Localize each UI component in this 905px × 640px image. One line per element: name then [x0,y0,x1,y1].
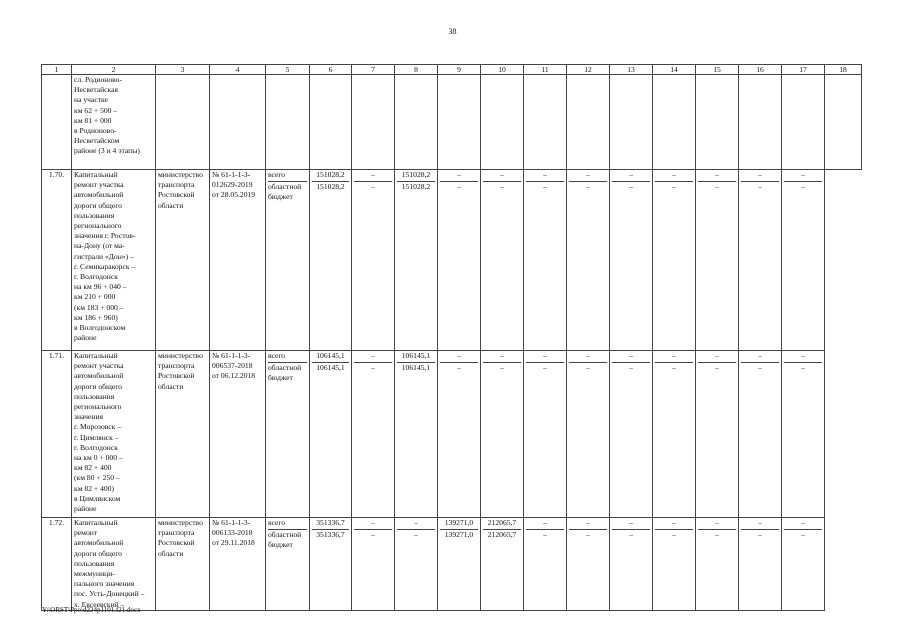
object-name: Капитальный ремонт автомобильной дороги общего пользования межмуници- пального значения пос. Усть-Донецкий – х. Евсеевский – [72,518,156,611]
value-total: – [741,170,779,182]
header-col-9: 9 [438,65,481,75]
source-total: всего [268,351,307,363]
value-cell [610,351,653,518]
value-total: – [612,351,650,363]
value-cell [653,351,696,518]
value-regional: 151028,2 [401,182,431,191]
value-cell [310,518,352,611]
value-regional: – [586,363,590,372]
header-col-6: 6 [310,65,352,75]
value-regional: 351336,7 [316,530,345,539]
value-total: – [655,351,693,363]
page-number: 38 [448,27,457,36]
value-regional: 212065,7 [487,530,517,539]
value-cell [395,518,438,611]
value-total: – [698,170,736,182]
source-regional: областной бюджет [268,363,302,383]
header-col-8: 8 [395,65,438,75]
value-regional: – [629,363,633,372]
value-regional: – [801,182,805,191]
value-cell [653,518,696,611]
value-regional: – [457,182,461,191]
value-total: – [655,518,693,530]
value-regional: – [801,363,805,372]
value-cell [524,351,567,518]
header-col-4: 4 [210,65,266,75]
value-regional: – [371,363,375,372]
value-cell [696,170,739,351]
value-total: – [354,351,392,363]
value-total: – [784,518,822,530]
source-total: всего [268,170,307,182]
value-cell [782,351,825,518]
funding-source [266,518,310,611]
value-cell [653,170,696,351]
header-row [42,65,862,75]
value-regional: – [672,363,676,372]
value-total: – [784,351,822,363]
value-regional: – [629,530,633,539]
value-total: – [526,351,564,363]
value-regional: 106145,1 [401,363,431,372]
value-regional: – [586,182,590,191]
value-cell [395,351,438,518]
value-regional: – [758,363,762,372]
value-regional: 139271,0 [444,530,474,539]
value-cell [438,518,481,611]
value-regional: – [457,363,461,372]
header-col-1: 1 [42,65,72,75]
value-cell [395,170,438,351]
value-cell [739,170,782,351]
value-cell [610,518,653,611]
value-total: – [397,518,435,530]
value-cell [782,518,825,611]
value-cell [481,170,524,351]
value-total: 212065,7 [483,518,521,530]
value-regional: – [414,530,418,539]
object-name: Капитальный ремонт участка автомобильной дороги общего пользования регионального значения г. Ростов- на-Дону (от ма- гистрали «Дон») – г. Семикаракорск – г. Волгодонск на км 96 + 040 – км 210 + 000 (км 183 + 000 – км 186 + 960) в Волгодонском районе [72,170,156,351]
table-row [42,518,862,611]
header-col-2: 2 [72,65,156,75]
value-cell [567,518,610,611]
value-cell [739,518,782,611]
file-path-footer: Y:\ORST\Ppo\d224p1101.f21.docx [42,606,141,614]
expertise-number: № 61-1-1-3- 012629-2019 от 28.05.2019 [210,170,266,351]
source-regional: областной бюджет [268,182,302,202]
object-name: Капитальный ремонт участка автомобильной дороги общего пользования регионального значения г. Морозовск – г. Цимлянск – г. Волгодонск на км 0 + 000 – км 82 + 400 (км 80 + 250 – км 82 + 400) в Цимлянском районе [72,351,156,518]
customer: министерство транспорта Ростовской области [156,518,210,611]
value-cell [524,518,567,611]
funding-source [266,170,310,351]
source-regional: областной бюджет [268,530,302,550]
value-total: – [784,170,822,182]
value-total: 351336,7 [312,518,349,530]
value-regional: 151028,2 [316,182,345,191]
value-total: 139271,0 [440,518,478,530]
row-number: 1.71. [42,351,72,518]
table-row [42,351,862,518]
value-total: 106145,1 [397,351,435,363]
value-cell [352,351,395,518]
header-col-11: 11 [524,65,567,75]
continued-row [42,75,862,170]
source-total: всего [268,518,307,530]
value-total: – [741,351,779,363]
value-regional: – [543,182,547,191]
value-cell [438,351,481,518]
value-total: – [440,351,478,363]
value-total: – [483,351,521,363]
header-col-14: 14 [653,65,696,75]
value-regional: – [586,530,590,539]
value-cell [352,518,395,611]
value-cell [352,170,395,351]
row-number: 1.70. [42,170,72,351]
value-total: – [354,518,392,530]
value-total: 106145,1 [312,351,349,363]
value-cell [739,351,782,518]
program-table [41,64,862,611]
header-col-10: 10 [481,65,524,75]
value-total: – [526,518,564,530]
expertise-number: № 61-1-1-3- 006133-2018 от 29.11.2018 [210,518,266,611]
value-total: – [612,170,650,182]
value-total: – [569,170,607,182]
header-col-5: 5 [266,65,310,75]
value-regional: – [500,182,504,191]
value-regional: – [715,363,719,372]
value-total: 151028,2 [397,170,435,182]
cont-num-cell [42,75,72,170]
value-regional: – [672,182,676,191]
value-total: – [483,170,521,182]
value-total: 151028,2 [312,170,349,182]
value-regional: – [371,530,375,539]
value-total: – [612,518,650,530]
value-cell [310,170,352,351]
header-col-7: 7 [352,65,395,75]
expertise-number: № 61-1-1-3- 006537-2018 от 06.12.2018 [210,351,266,518]
value-cell [438,170,481,351]
value-total: – [569,518,607,530]
value-cell [782,170,825,351]
header-col-13: 13 [610,65,653,75]
header-col-17: 17 [782,65,825,75]
value-regional: – [672,530,676,539]
value-cell [481,518,524,611]
value-regional: 106145,1 [316,363,345,372]
value-total: – [698,351,736,363]
cont-name-cell: сл. Родионово- Несветайская на участке км 62 + 500 – км 81 + 000 в Родионово- Несветайском районе (3 и 4 этапы) [72,75,156,170]
customer: министерство транспорта Ростовской области [156,351,210,518]
value-cell [567,170,610,351]
table-row [42,170,862,351]
value-regional: – [715,530,719,539]
header-col-16: 16 [739,65,782,75]
value-cell [310,351,352,518]
value-regional: – [500,363,504,372]
value-cell [567,351,610,518]
customer: министерство транспорта Ростовской области [156,170,210,351]
value-cell [696,351,739,518]
value-regional: – [629,182,633,191]
value-total: – [440,170,478,182]
value-cell [610,170,653,351]
value-regional: – [758,182,762,191]
value-cell [696,518,739,611]
header-col-18: 18 [825,65,862,75]
value-regional: – [371,182,375,191]
value-cell [481,351,524,518]
value-regional: – [758,530,762,539]
value-total: – [569,351,607,363]
value-cell [524,170,567,351]
header-col-15: 15 [696,65,739,75]
value-regional: – [543,530,547,539]
row-number: 1.72. [42,518,72,611]
value-regional: – [715,182,719,191]
value-total: – [526,170,564,182]
value-total: – [354,170,392,182]
value-total: – [698,518,736,530]
value-total: – [655,170,693,182]
header-col-12: 12 [567,65,610,75]
value-regional: – [801,530,805,539]
funding-source [266,351,310,518]
header-col-3: 3 [156,65,210,75]
value-total: – [741,518,779,530]
value-regional: – [543,363,547,372]
